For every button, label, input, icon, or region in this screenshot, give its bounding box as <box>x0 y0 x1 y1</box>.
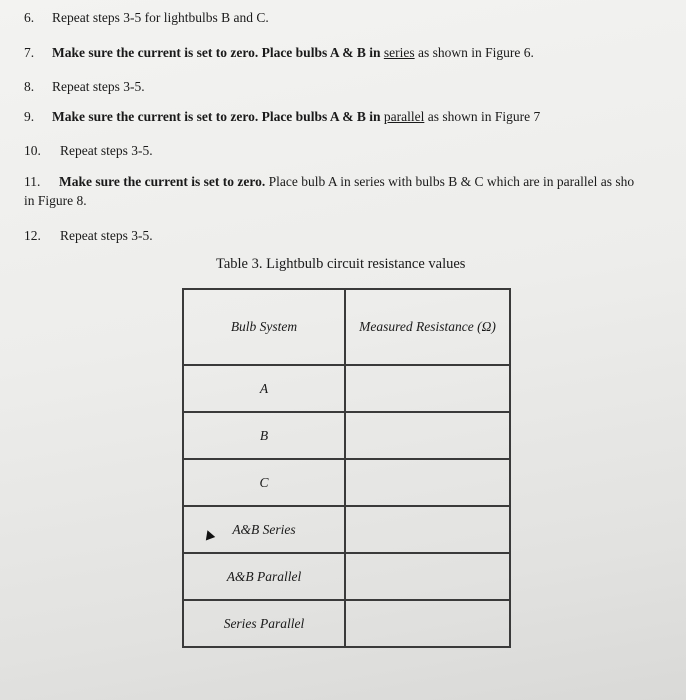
resistance-table <box>182 288 511 648</box>
bulb-system-cell: B <box>183 412 345 459</box>
step-text: Make sure the current is set to zero. Place bulbs A & B in <box>52 109 384 124</box>
step-text-end: as shown in Figure 6. <box>414 45 534 60</box>
table-row <box>183 365 510 412</box>
step-6 <box>24 9 269 27</box>
resistance-cell <box>345 365 510 412</box>
step-9 <box>24 108 540 126</box>
parallel-link: parallel <box>383 109 425 124</box>
step-number: 6. <box>24 10 35 25</box>
table-row <box>183 459 510 506</box>
table-row <box>183 412 510 459</box>
step-number: 7. <box>24 45 35 60</box>
step-8 <box>24 78 145 96</box>
header-bulb-system: Bulb System <box>183 289 345 365</box>
table-row <box>183 506 510 553</box>
step-number: 8. <box>24 79 35 94</box>
step-text-end: Place bulb A in series with bulbs B & C which are in parallel as sho <box>265 174 635 189</box>
step-text: Repeat steps 3-5 for lightbulbs B and C. <box>52 10 269 25</box>
bulb-system-cell: A <box>183 365 345 412</box>
step-11-continuation <box>24 192 87 210</box>
step-text: Make sure the current is set to zero. Place bulbs A & B in <box>52 45 384 60</box>
table-title: Table 3. Lightbulb circuit resistance values <box>216 256 466 272</box>
resistance-cell <box>345 600 510 647</box>
table-row <box>183 600 510 647</box>
series-link: series <box>383 45 415 60</box>
bulb-system-cell: C <box>183 459 345 506</box>
step-7 <box>24 44 534 62</box>
step-text: Repeat steps 3-5. <box>60 228 153 243</box>
bulb-system-cell: Series Parallel <box>183 600 345 647</box>
step-text-continued: in Figure 8. <box>24 193 87 208</box>
resistance-cell <box>345 459 510 506</box>
bulb-system-cell: A&B Series <box>183 506 345 553</box>
table-header-row <box>183 289 510 365</box>
bulb-system-cell: A&B Parallel <box>183 553 345 600</box>
resistance-cell <box>345 412 510 459</box>
resistance-cell <box>345 506 510 553</box>
resistance-cell <box>345 553 510 600</box>
step-12 <box>24 227 153 245</box>
step-10 <box>24 142 153 160</box>
step-number: 11. <box>24 174 41 189</box>
table-row <box>183 553 510 600</box>
step-text: Repeat steps 3-5. <box>60 143 153 158</box>
step-text-end: as shown in Figure 7 <box>424 109 541 124</box>
step-text: Repeat steps 3-5. <box>52 79 145 94</box>
step-text: Make sure the current is set to zero. <box>59 174 266 189</box>
header-measured-resistance: Measured Resistance (Ω) <box>345 289 510 365</box>
step-number: 9. <box>24 109 35 124</box>
step-number: 10. <box>24 143 41 158</box>
step-number: 12. <box>24 228 41 243</box>
step-11 <box>24 173 634 191</box>
